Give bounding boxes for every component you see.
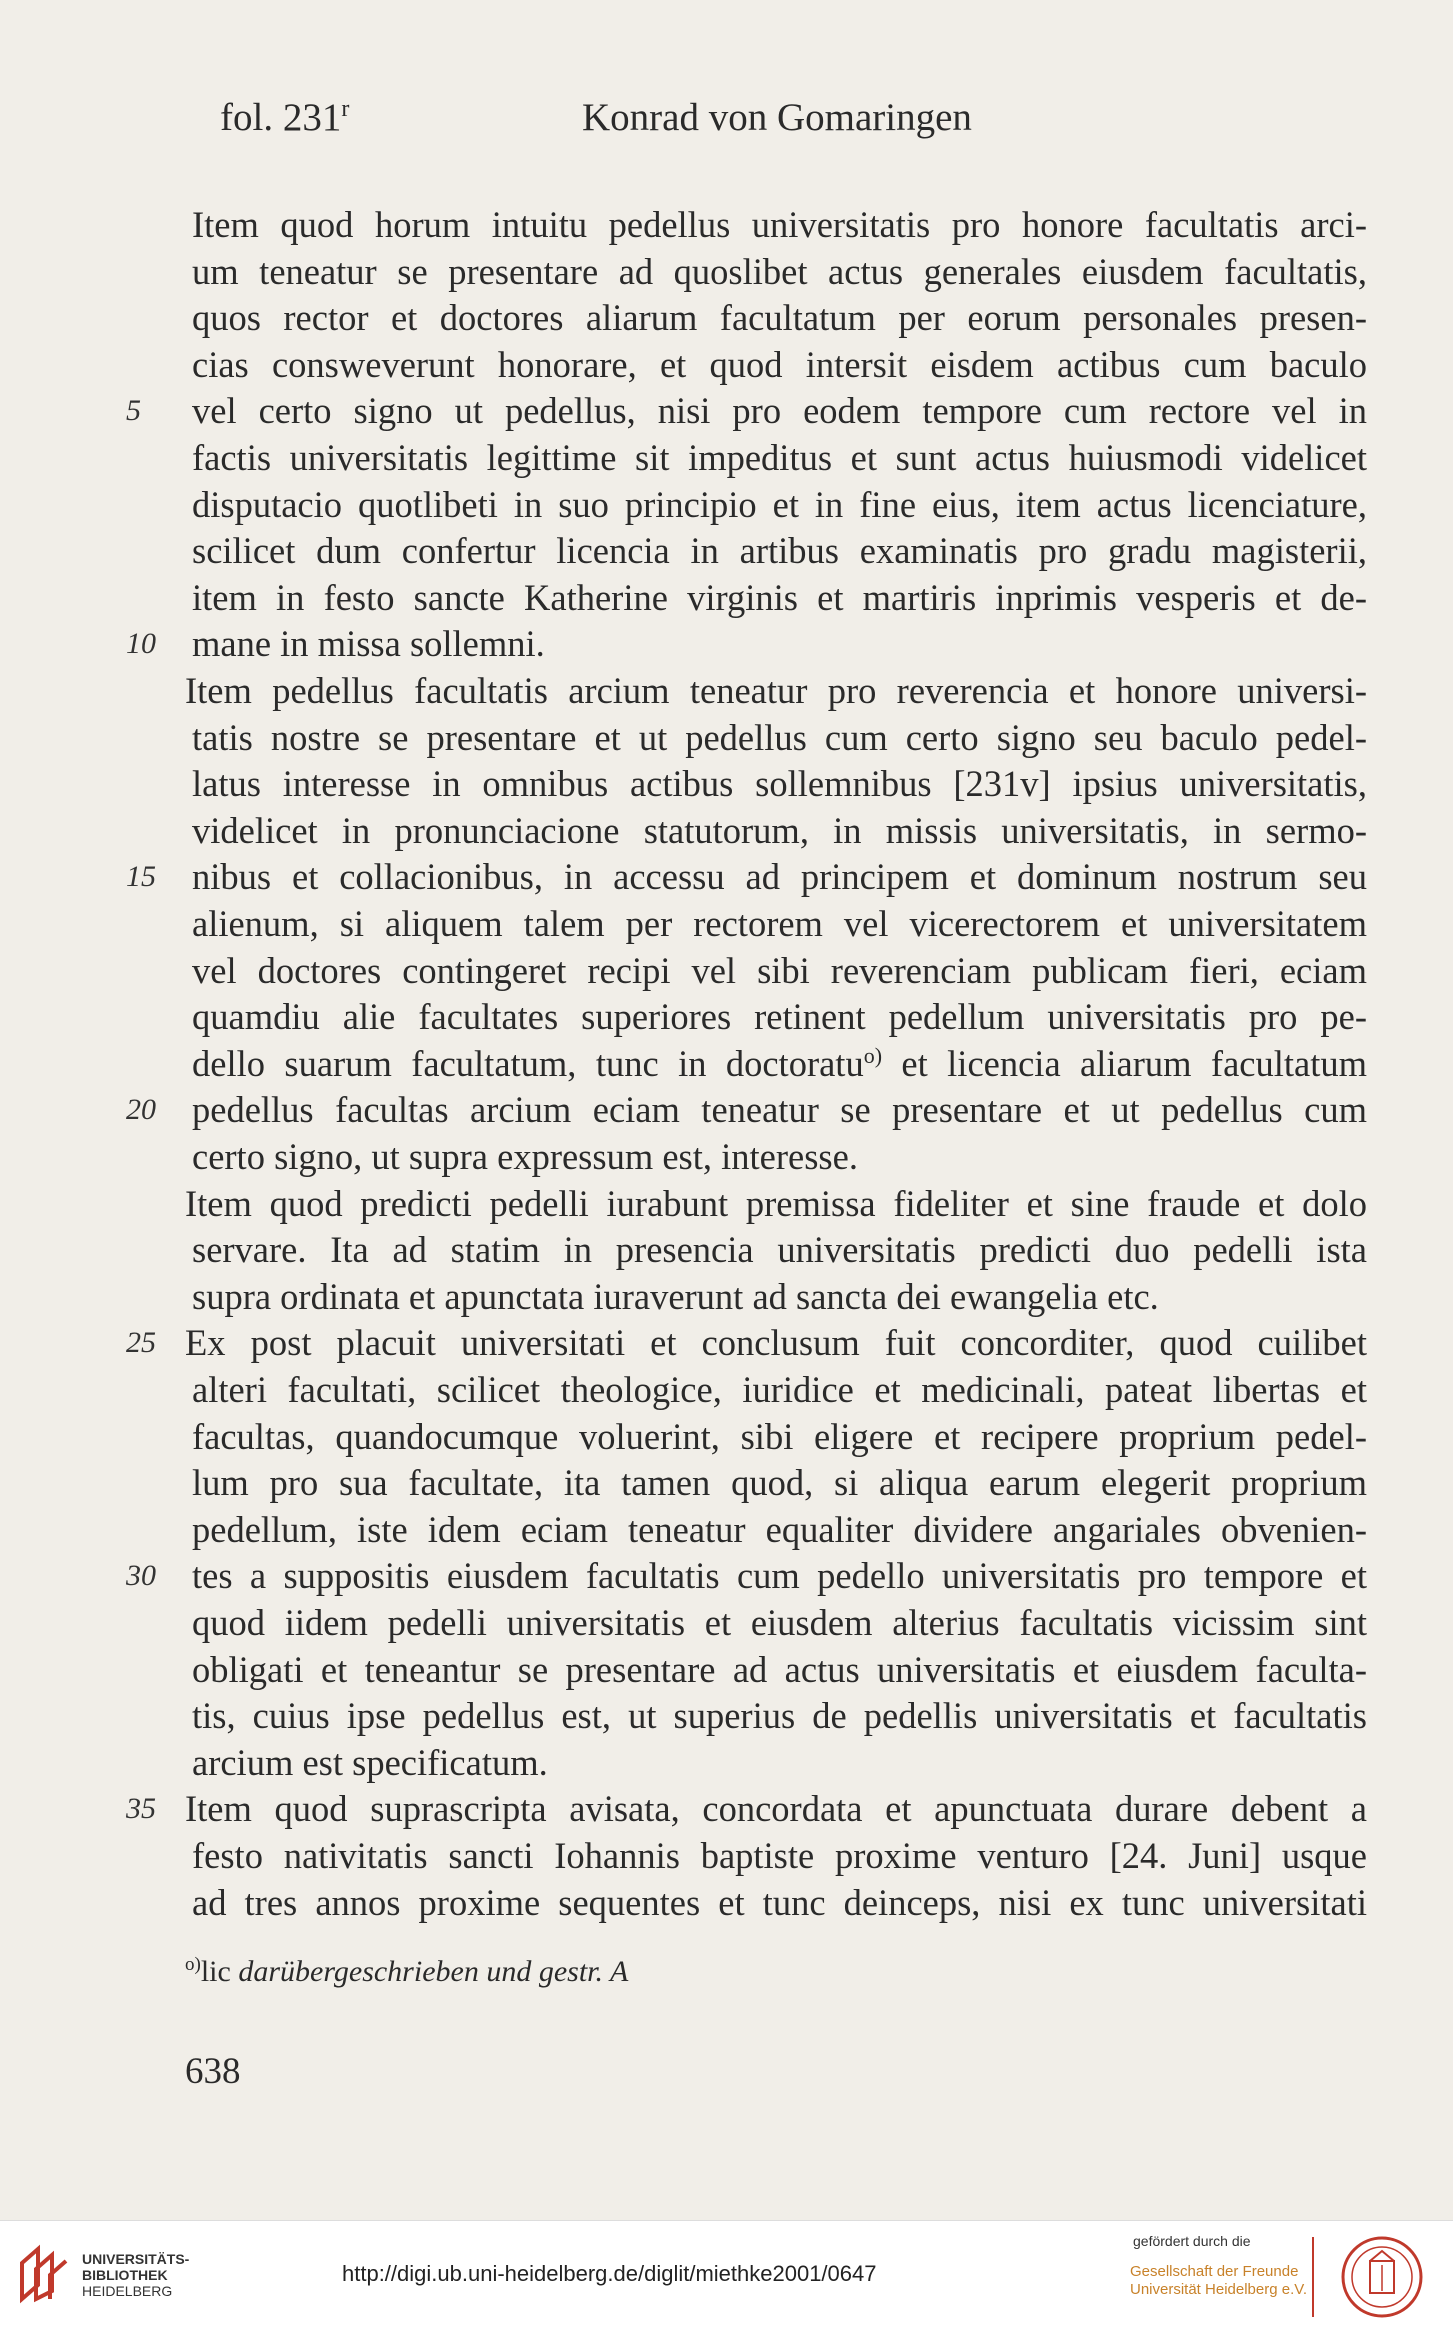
text-line: vel certo signo ut pedellus, nisi pro eodem tempore cum rectore vel in	[192, 390, 1367, 432]
text-line: vel doctores contingeret recipi vel sibi reverenciam publicam fieri, eciam	[192, 949, 1367, 991]
text-line: videlicet in pronunciacione statutorum, in missis universitatis, in sermo-	[192, 809, 1367, 851]
university-seal-icon	[1340, 2235, 1424, 2319]
viewer-footer	[0, 2220, 1453, 2331]
text-line: obligati et teneantur se presentare ad actus universitatis et eiusdem faculta-	[192, 1648, 1367, 1690]
text-line: latus interesse in omnibus actibus sollemnibus [231v] ipsius universitatis,	[192, 763, 1367, 805]
line-number: 20	[126, 1093, 156, 1127]
text-line: certo signo, ut supra expressum est, interesse.	[192, 1136, 858, 1177]
library-name: UNIVERSITÄTS- BIBLIOTHEK HEIDELBERG	[82, 2251, 190, 2299]
text-line: um teneatur se presentare ad quoslibet actus generales eiusdem facultatis,	[192, 250, 1367, 292]
text-line: Ex post placuit universitati et conclusum fuit concorditer, quod cuilibet	[185, 1322, 1367, 1364]
text-line: quod iidem pedelli universitatis et eiusdem alterius facultatis vicissim sint	[192, 1602, 1367, 1643]
text-line: tes a suppositis eiusdem facultatis cum pedello universitatis pro tempore et	[192, 1555, 1367, 1597]
text-line: mane in missa sollemni.	[192, 623, 545, 665]
text-line: cias consweverunt honorare, et quod intersit eisdem actibus cum baculo	[192, 343, 1367, 385]
page-number: 638	[185, 2051, 241, 2092]
line-number: 10	[126, 627, 156, 661]
line-number: 25	[126, 1326, 156, 1360]
text-line: servare. Ita ad statim in presencia universitatis predicti duo pedelli ista	[192, 1229, 1367, 1271]
text-line: alienum, si aliquem talem per rectorem vel vicerectorem et universitatem	[192, 903, 1367, 944]
text-line: alteri facultati, scilicet theologice, iuridice et medicinali, pateat libertas et	[192, 1369, 1367, 1410]
text-line: tis, cuius ipse pedellus est, ut superius de pedellis universitatis et facultatis	[192, 1695, 1367, 1737]
text-line: pedellum, iste idem eciam teneatur equaliter dividere angariales obvenien-	[192, 1508, 1367, 1550]
line-number: 30	[126, 1559, 156, 1593]
text-line: festo nativitatis sancti Iohannis baptiste proxime venturo [24. Juni] usque	[192, 1835, 1367, 1876]
text-line: nibus et collacionibus, in accessu ad principem et dominum nostrum seu	[192, 856, 1367, 898]
sponsor-label: gefördert durch die	[1133, 2233, 1251, 2249]
text-line: quamdiu alie facultates superiores retinent pedellum universitatis pro pe-	[192, 996, 1367, 1038]
text-line: pedellus facultas arcium eciam teneatur se presentare et ut pedellus cum	[192, 1089, 1367, 1131]
text-line: factis universitatis legittime sit impeditus et sunt actus huiusmodi videlicet	[192, 437, 1367, 478]
page-header	[0, 95, 1453, 145]
text-line: Item quod predicti pedelli iurabunt premissa fideliter et sine fraude et dolo	[185, 1182, 1367, 1224]
text-line: Item pedellus facultatis arcium teneatur pro reverencia et honore universi-	[185, 670, 1367, 711]
text-line: disputacio quotlibeti in suo principio et in fine eius, item actus licenciature,	[192, 483, 1367, 525]
text-line: scilicet dum confertur licencia in artibus examinatis pro gradu magisterii,	[192, 530, 1367, 572]
footnote: $^{o)}$lic darübergeschrieben und gestr. A	[185, 1954, 629, 1988]
folio-reference: fol. 231$^r$	[220, 96, 350, 139]
line-number: 5	[126, 394, 141, 428]
line-number: 15	[126, 860, 156, 894]
footer-divider	[1312, 2237, 1314, 2317]
text-line: quos rector et doctores aliarum facultatum per eorum personales presen-	[192, 297, 1367, 339]
text-line: Item quod horum intuitu pedellus universitatis pro honore facultatis arci-	[192, 204, 1367, 245]
footnote-reference: o)	[863, 1042, 883, 1068]
text-line: arcium est specificatum.	[192, 1741, 548, 1783]
text-line: tatis nostre se presentare et ut pedellus cum certo signo seu baculo pedel-	[192, 716, 1367, 758]
text-line: ad tres annos proxime sequentes et tunc deinceps, nisi ex tunc universitati	[192, 1881, 1367, 1923]
sponsor-name: Gesellschaft der Freunde Universität Heidelberg e.V.	[1130, 2263, 1308, 2298]
text-line: dello suarum facultatum, tunc in doctoratu$^{o)}$ et licencia aliarum facultatum	[192, 1042, 1367, 1084]
permalink[interactable]: http://digi.ub.uni-heidelberg.de/diglit/miethke2001/0647	[342, 2261, 877, 2286]
running-title: Konrad von Gomaringen	[582, 96, 972, 139]
text-line: Item quod suprascripta avisata, concordata et apunctuata durare debent a	[185, 1788, 1367, 1830]
footnote-marker: o)	[185, 1954, 201, 1975]
text-line: item in festo sancte Katherine virginis et martiris inprimis vesperis et de-	[192, 576, 1367, 618]
line-number: 35	[126, 1792, 156, 1826]
text-line: lum pro sua facultate, ita tamen quod, si aliqua earum elegerit proprium	[192, 1462, 1367, 1504]
text-line: facultas, quandocumque voluerint, sibi eligere et recipere proprium pedel-	[192, 1415, 1367, 1457]
text-line: supra ordinata et apunctata iuraverunt ad sancta dei ewangelia etc.	[192, 1275, 1159, 1317]
library-logo-icon	[14, 2243, 74, 2307]
